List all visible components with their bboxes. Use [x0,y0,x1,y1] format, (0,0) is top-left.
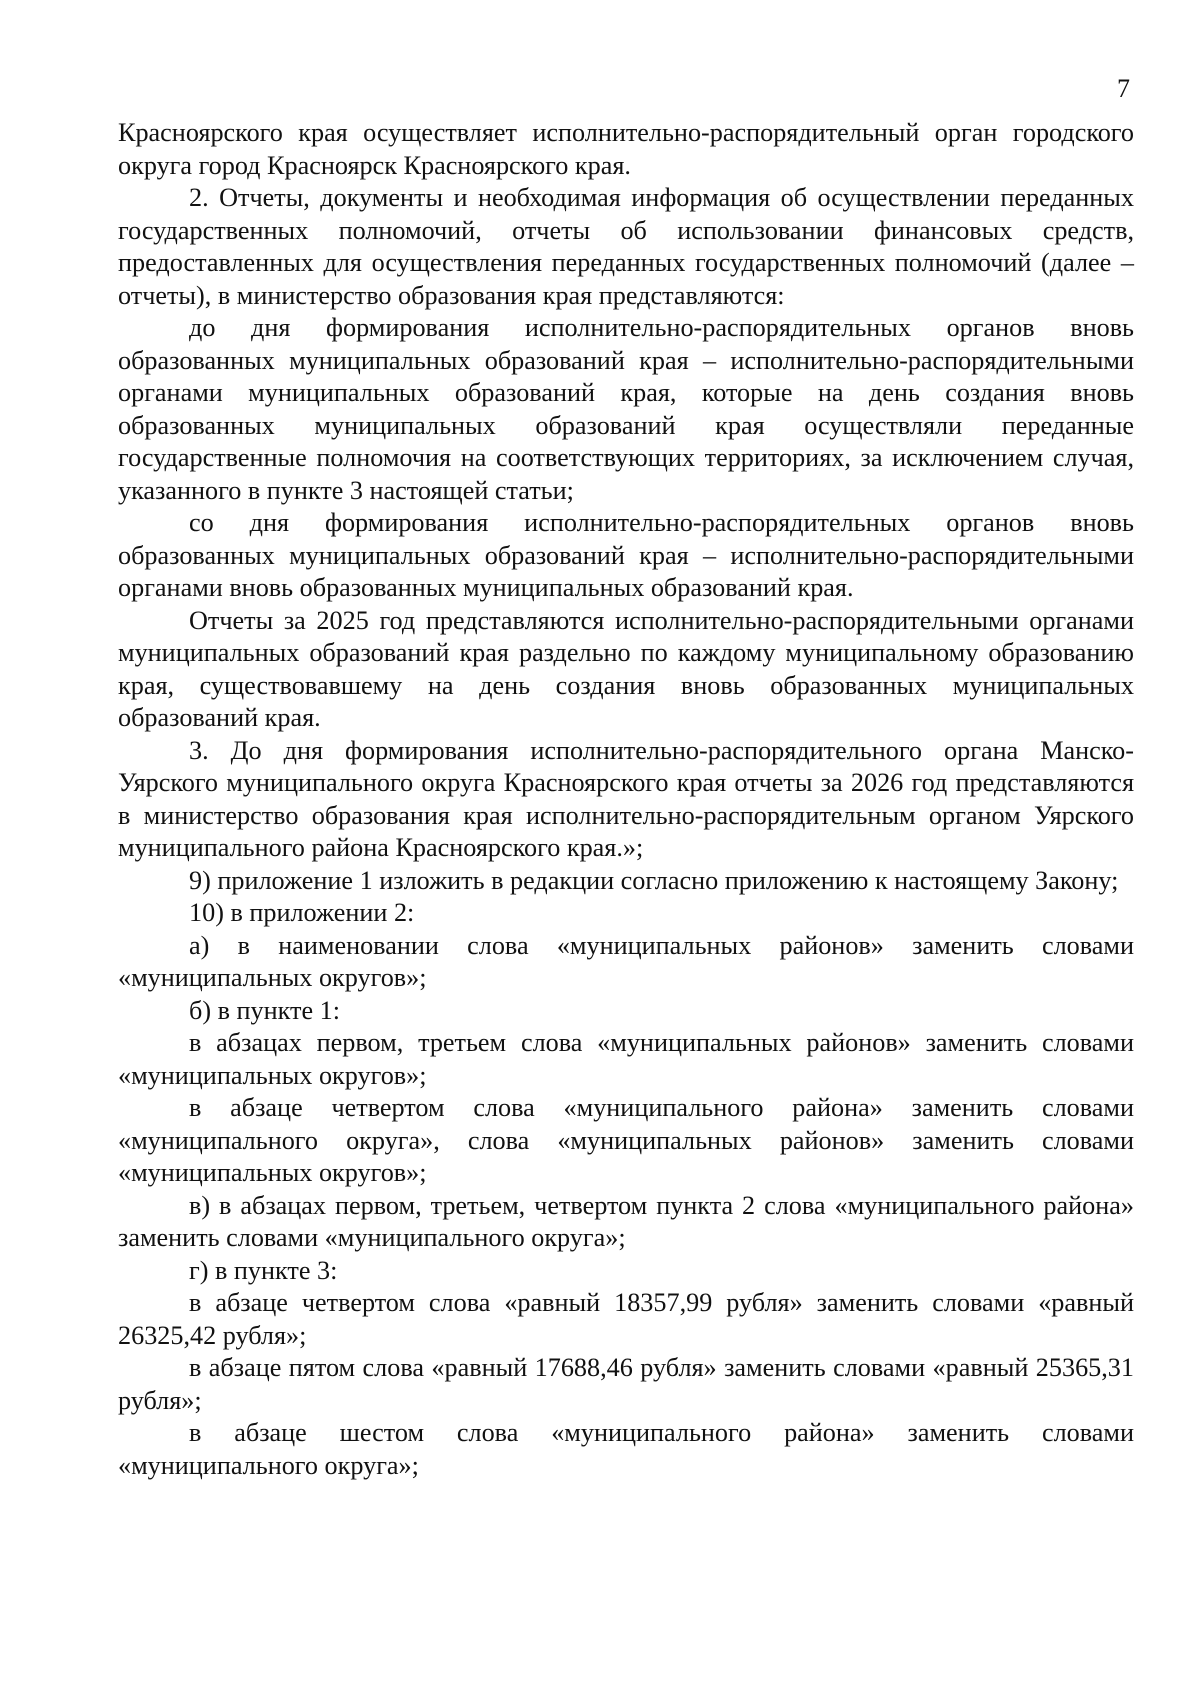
paragraph: а) в наименовании слова «муниципальных районов» заменить словами «муниципальных округов»; [118,930,1134,992]
paragraph: 9) приложение 1 изложить в редакции согласно приложению к настоящему Закону; [189,865,1119,895]
document-body [118,117,1134,1482]
paragraph: в абзаце пятом слова «равный 17688,46 рубля» заменить словами «равный 25365,31 рубля»; [118,1353,1134,1415]
paragraph: в абзаце четвертом слова «равный 18357,99 рубля» заменить словами «равный 26325,42 рубля»; [118,1288,1134,1350]
paragraph: до дня формирования исполнительно-распорядительных органов вновь образованных муниципальных образований края – исполнительно-распорядительными органами муниципальных образований края, которые на день создания вновь образованных муниципальных образований края осуществляли переданные государственные полномочия на соответствующих территориях, за исключением случая, указанного в пункте 3 настоящей статьи; [118,313,1134,505]
paragraph: в) в абзацах первом, третьем, четвертом пункта 2 слова «муниципального района» заменить словами «муниципального округа»; [118,1190,1134,1252]
page-number: 7 [1117,74,1130,103]
paragraph: со дня формирования исполнительно-распорядительных органов вновь образованных муниципальных образований края – исполнительно-распорядительными органами вновь образованных муниципальных образований края. [118,508,1134,602]
paragraph: в абзаце четвертом слова «муниципального района» заменить словами «муниципального округа», слова «муниципальных районов» заменить словами «муниципальных округов»; [118,1093,1134,1187]
paragraph: 3. До дня формирования исполнительно-распорядительного органа Манско-Уярского муниципального округа Красноярского края отчеты за 2026 год представляются в министерство образования края исполнительно-распорядительным органом Уярского муниципального района Красноярского края.»; [118,735,1134,862]
paragraph: 2. Отчеты, документы и необходимая информация об осуществлении переданных государственных полномочий, отчеты об использовании финансовых средств, предоставленных для осуществления переданных государственных полномочий (далее – отчеты), в министерство образования края представляются: [118,183,1134,310]
paragraph: б) в пункте 1: [189,995,340,1025]
paragraph: Красноярского края осуществляет исполнительно-распорядительный орган городского округа город Красноярск Красноярского края. [118,118,1134,180]
paragraph: в абзацах первом, третьем слова «муниципальных районов» заменить словами «муниципальных округов»; [118,1028,1134,1090]
paragraph: Отчеты за 2025 год представляются исполнительно-распорядительными органами муниципальных образований края раздельно по каждому муниципальному образованию края, существовавшему на день создания вновь образованных муниципальных образований края. [118,605,1134,732]
paragraph: 10) в приложении 2: [189,898,415,927]
paragraph: г) в пункте 3: [189,1255,338,1285]
paragraph: в абзаце шестом слова «муниципального района» заменить словами «муниципального округа»; [118,1418,1134,1480]
